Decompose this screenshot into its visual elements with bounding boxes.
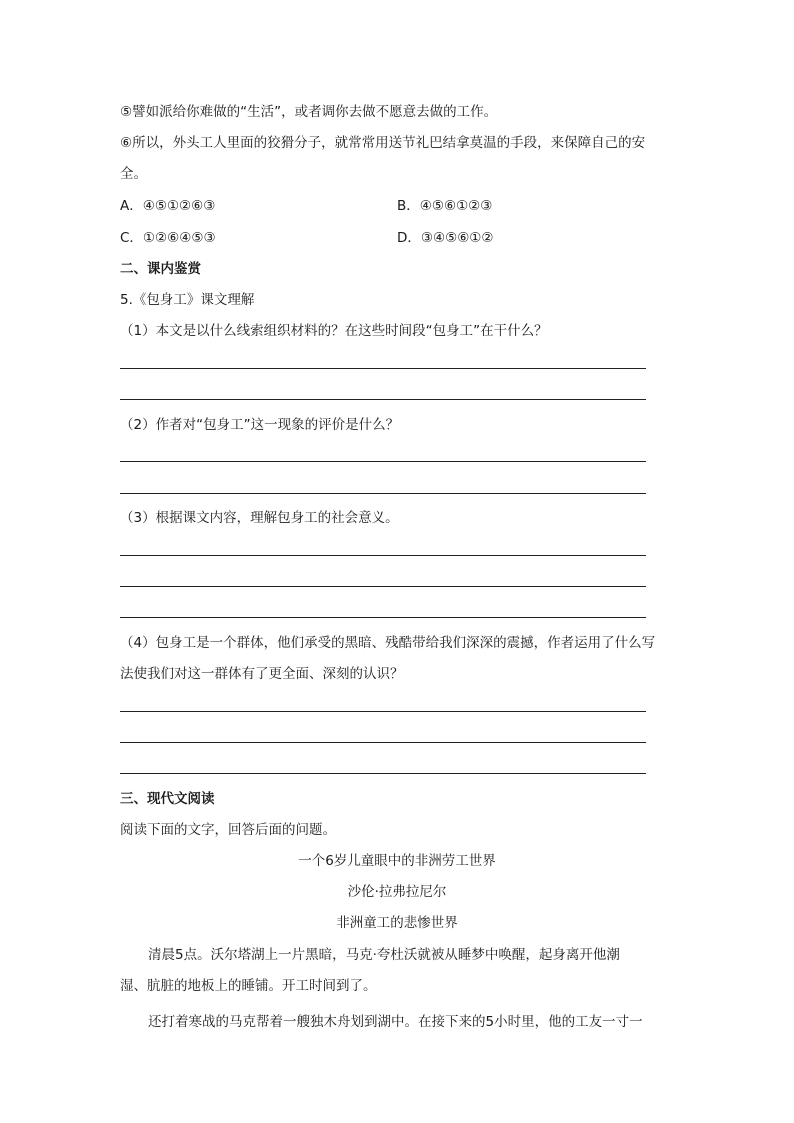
section-heading-2: 二、课内鉴赏: [120, 261, 201, 277]
option-item-6-cont: 全。: [120, 166, 147, 182]
question-5-4-cont: 法使我们对这一群体有了更全面、深刻的认识？: [120, 666, 404, 682]
article-title: 一个6岁儿童眼中的非洲劳工世界: [298, 853, 496, 869]
choice-b: B．④⑤⑥①②③: [397, 198, 493, 214]
section-heading-3: 三、现代文阅读: [120, 791, 215, 807]
answer-line: [120, 773, 646, 774]
choice-c: C．①②⑥④⑤③: [120, 230, 216, 246]
article-paragraph-1-cont: 湿、肮脏的地板上的睡铺。开工时间到了。: [120, 978, 377, 994]
question-5-1: （1）本文是以什么线索组织材料的？在这些时间段“包身工”在干什么？: [120, 323, 548, 339]
option-item-5: ⑤譬如派给你难做的“生活”，或者调你去做不愿意去做的工作。: [120, 104, 498, 120]
question-5-2: （2）作者对“包身工”这一现象的评价是什么？: [120, 417, 400, 433]
answer-line: [120, 368, 646, 369]
answer-line: [120, 617, 646, 618]
answer-line: [120, 399, 646, 400]
question-5-3: （3）根据课文内容，理解包身工的社会意义。: [120, 510, 399, 526]
article-author: 沙伦·拉弗拉尼尔: [347, 884, 447, 900]
answer-line: [120, 461, 646, 462]
answer-line: [120, 555, 646, 556]
question-5-4: （4）包身工是一个群体，他们承受的黑暗、残酷带给我们深深的震撼，作者运用了什么写: [120, 635, 656, 651]
answer-line: [120, 742, 646, 743]
answer-line: [120, 711, 646, 712]
article-paragraph-2: 还打着寒战的马克帮着一艘独木舟划到湖中。在接下来的5小时里，他的工友一寸一: [148, 1014, 643, 1030]
option-item-6: ⑥所以，外头工人里面的狡猾分子，就常常用送节礼巴结拿莫温的手段，来保障自己的安: [120, 135, 646, 151]
answer-line: [120, 586, 646, 587]
choice-d: D．③④⑤⑥①②: [397, 230, 494, 246]
question-5-title: 5.《包身工》课文理解: [120, 292, 255, 308]
article-paragraph-1: 清晨5点。沃尔塔湖上一片黑暗，马克·夸杜沃就被从睡梦中唤醒，起身离开他潮: [148, 947, 620, 963]
answer-line: [120, 493, 646, 494]
choice-a: A．④⑤①②⑥③: [120, 198, 216, 214]
article-subtitle: 非洲童工的悲惨世界: [336, 915, 458, 931]
reading-instruction: 阅读下面的文字，回答后面的问题。: [120, 822, 336, 838]
